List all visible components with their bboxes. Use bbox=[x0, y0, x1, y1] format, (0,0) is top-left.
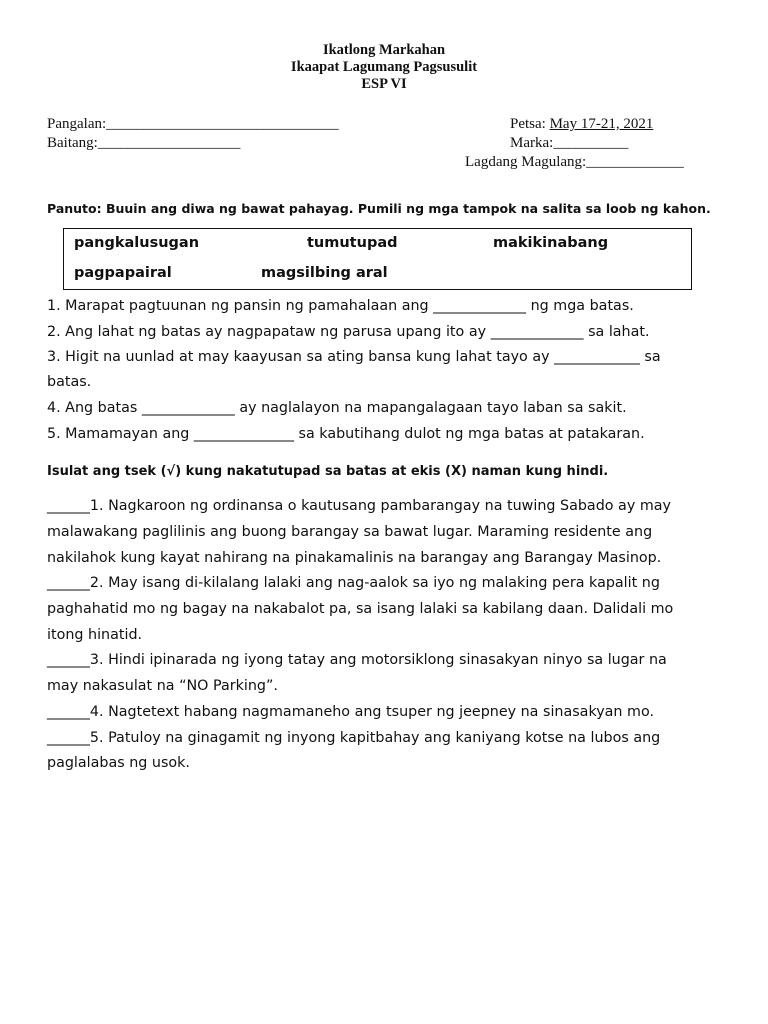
date-label: Petsa: bbox=[510, 116, 550, 132]
question-line: 4. Ang batas _____________ ay naglalayon na mapangalagaan tayo laban sa sakit. bbox=[47, 400, 627, 416]
question-line: 3. Higit na uunlad at may kaayusan sa ating bansa kung lahat tayo ay ____________ sa bbox=[47, 349, 661, 365]
header-test-title: Ikaapat Lagumang Pagsusulit bbox=[290, 59, 478, 75]
question-line: 5. Mamamayan ang ______________ sa kabutihang dulot ng mga batas at patakaran. bbox=[47, 426, 645, 442]
parent-signature-field: Lagdang Magulang:_____________ bbox=[465, 154, 684, 170]
header-quarter: Ikatlong Markahan bbox=[322, 42, 446, 58]
item-line: paghahatid mo ng bagay na nakabalot pa, sa isang lalaki sa kabilang daan. Dalidali mo bbox=[47, 601, 674, 617]
item-line: ______2. May isang di-kilalang lalaki ang nag-aalok sa iyo ng malaking pera kapalit ng bbox=[47, 575, 660, 591]
item-line: paglalabas ng usok. bbox=[47, 755, 190, 771]
word-bank-item: pangkalusugan bbox=[74, 235, 200, 251]
score-field: Marka:__________ bbox=[510, 135, 629, 151]
word-bank-item: makikinabang bbox=[493, 235, 609, 251]
header-subject: ESP VI bbox=[361, 76, 407, 92]
item-line: malawakang paglilinis ang buong barangay sa bawat lugar. Maraming residente ang bbox=[47, 524, 653, 540]
date-field bbox=[510, 116, 653, 133]
word-bank-item: magsilbing aral bbox=[261, 265, 388, 281]
item-line: ______5. Patuloy na ginagamit ng inyong kapitbahay ang kaniyang kotse na lubos ang bbox=[47, 730, 661, 746]
grade-field: Baitang:___________________ bbox=[47, 135, 241, 151]
name-field: Pangalan:_______________________________ bbox=[47, 116, 339, 132]
word-bank-item: tumutupad bbox=[307, 235, 398, 251]
date-value: May 17-21, 2021 bbox=[549, 116, 654, 132]
instructions-part1: Panuto: Buuin ang diwa ng bawat pahayag. Pumili ng mga tampok na salita sa loob ng kahon. bbox=[47, 201, 711, 216]
item-line: ______3. Hindi ipinarada ng iyong tatay ang motorsiklong sinasakyan ninyo sa lugar na bbox=[47, 652, 667, 668]
item-line: may nakasulat na “NO Parking”. bbox=[47, 678, 278, 694]
question-line: 1. Marapat pagtuunan ng pansin ng pamahalaan ang _____________ ng mga batas. bbox=[47, 298, 634, 314]
item-line: nakilahok kung kayat nahirang na pinakamalinis na barangay ang Barangay Masinop. bbox=[47, 550, 662, 566]
item-line: ______4. Nagtetext habang nagmamaneho ang tsuper ng jeepney na sinasakyan mo. bbox=[47, 704, 655, 720]
item-line: ______1. Nagkaroon ng ordinansa o kautusang pambarangay na tuwing Sabado ay may bbox=[47, 498, 671, 514]
question-line: 2. Ang lahat ng batas ay nagpapataw ng parusa upang ito ay _____________ sa lahat. bbox=[47, 324, 650, 340]
item-line: itong hinatid. bbox=[47, 627, 143, 643]
instructions-part2: Isulat ang tsek (√) kung nakatutupad sa batas at ekis (X) naman kung hindi. bbox=[47, 464, 609, 479]
word-bank-box bbox=[63, 228, 692, 290]
word-bank-item: pagpapairal bbox=[74, 265, 172, 281]
question-line: batas. bbox=[47, 374, 92, 390]
